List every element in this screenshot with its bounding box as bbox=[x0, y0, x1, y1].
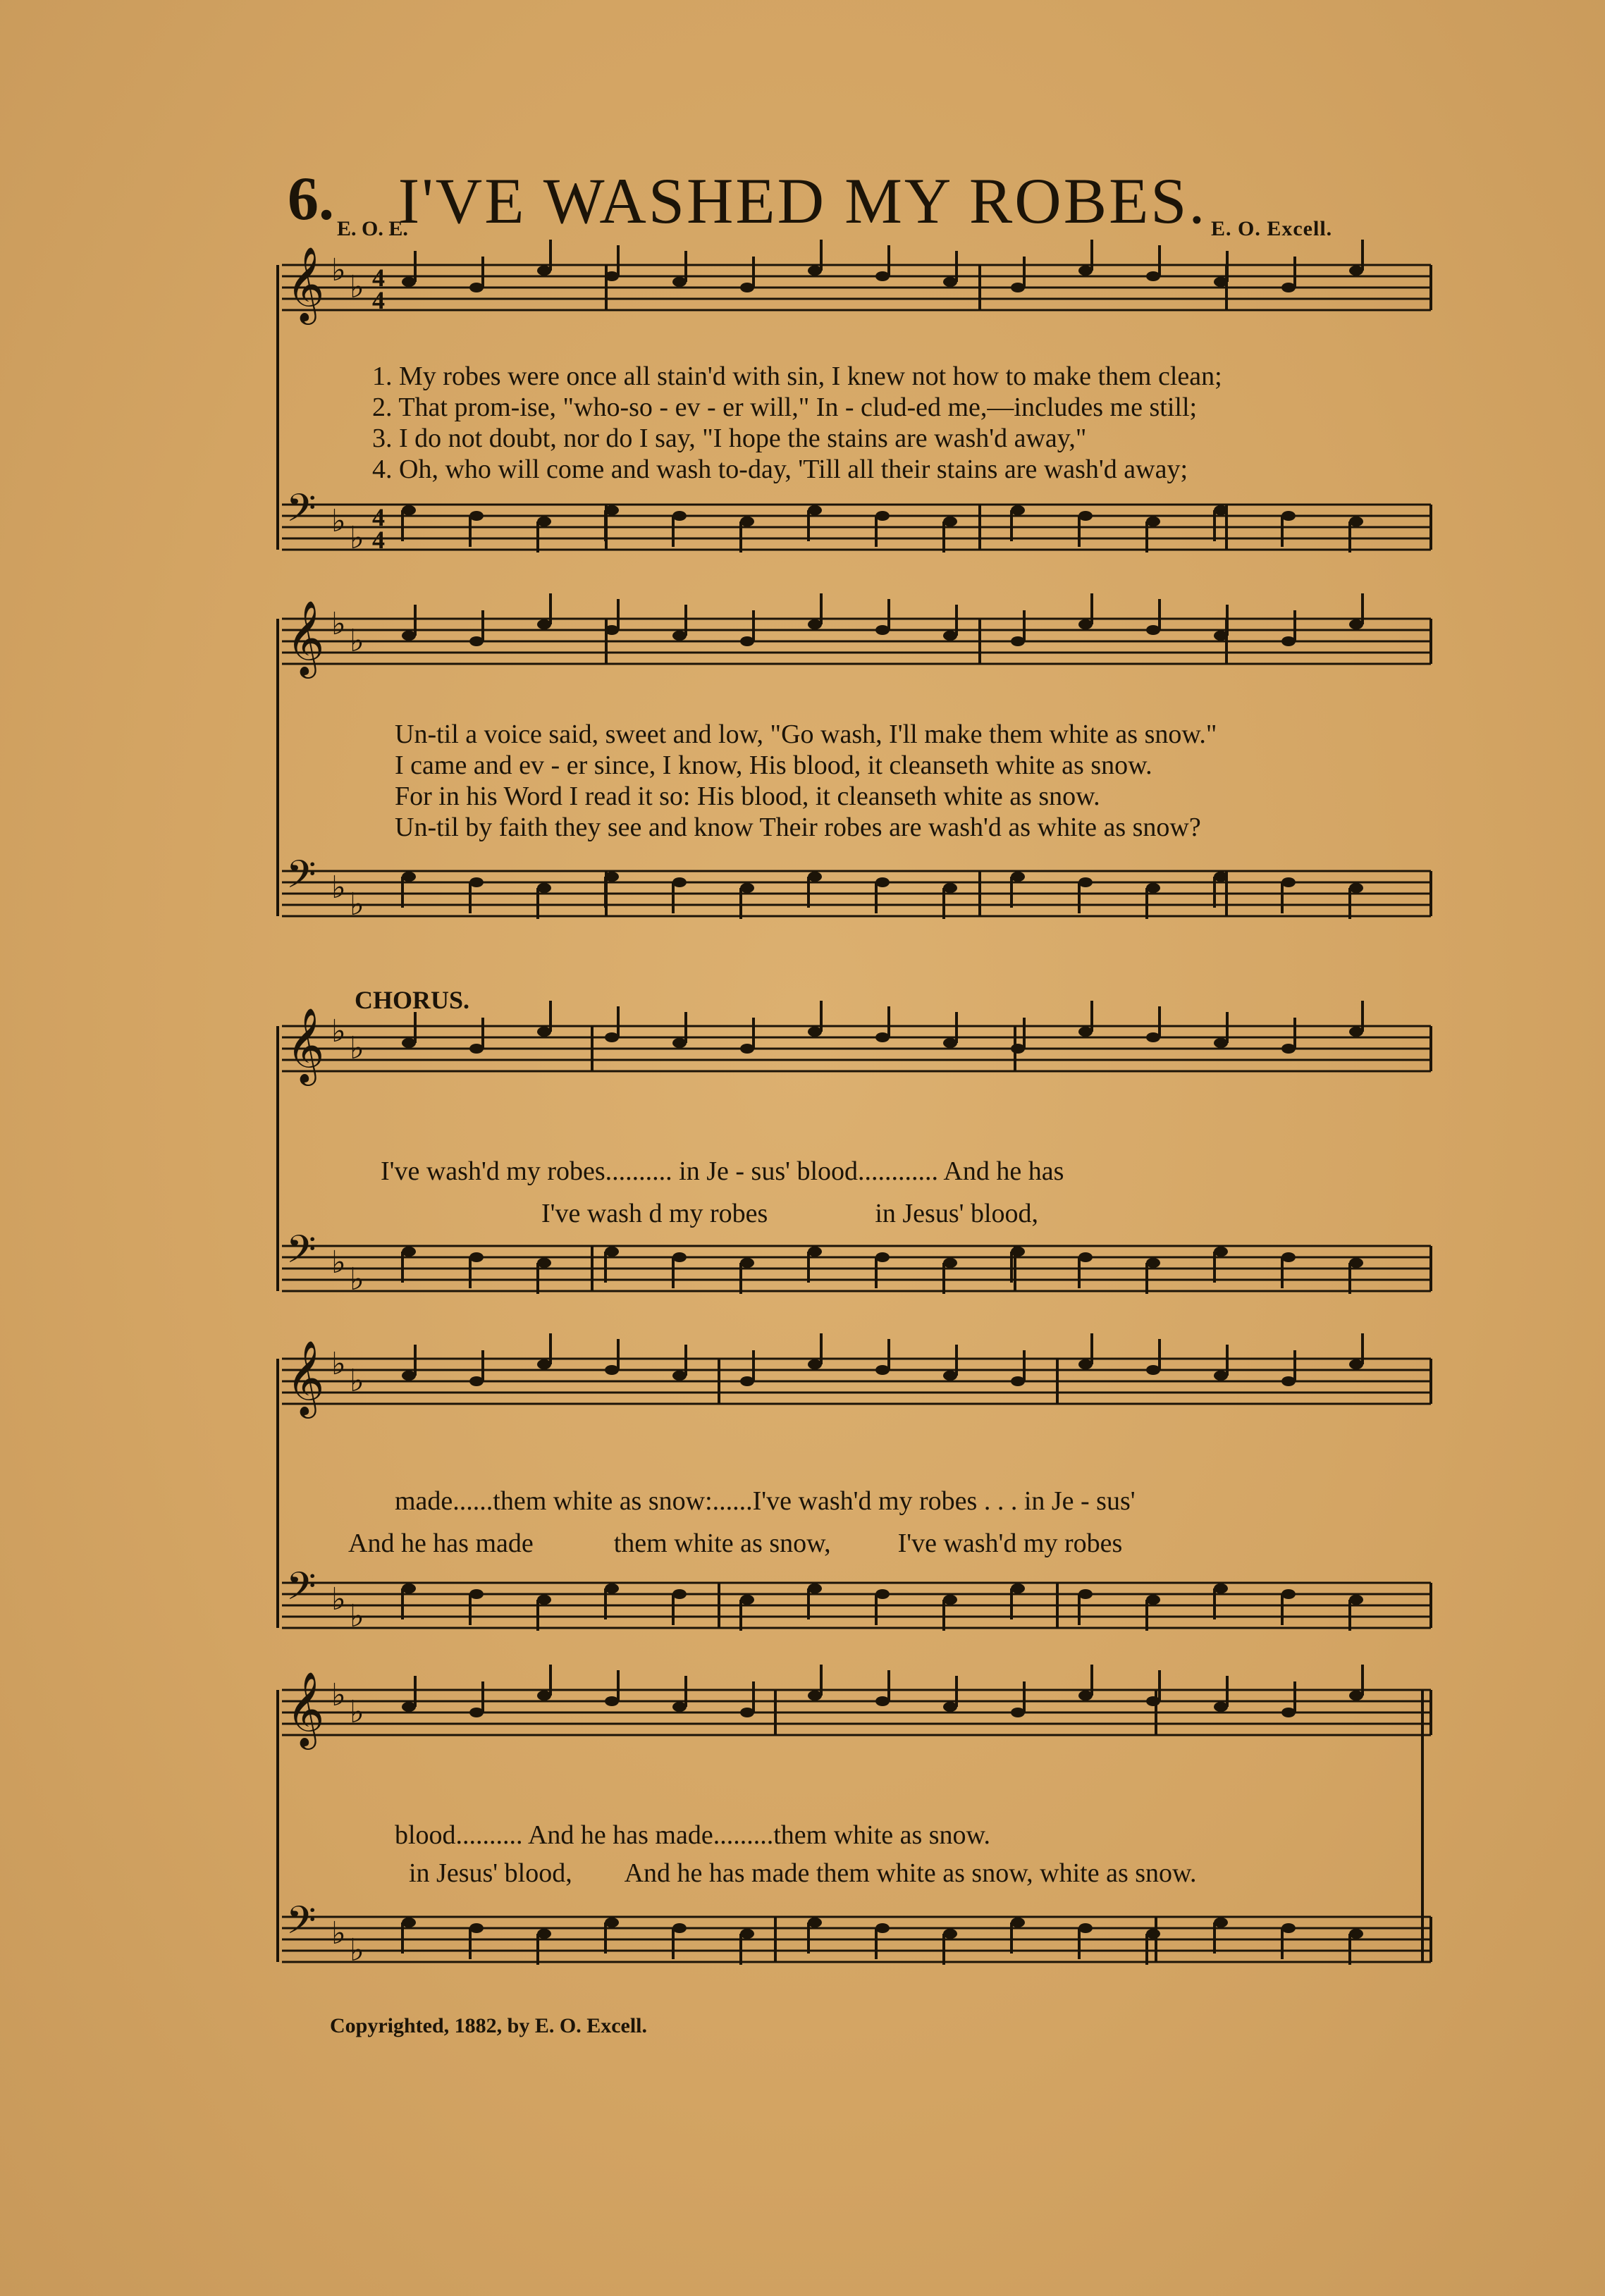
treble-clef-icon: 𝄞 bbox=[286, 1007, 325, 1082]
treble-clef-icon: 𝄞 bbox=[286, 600, 325, 675]
chorus-3-lower: in Jesus' blood, And he has made them white as snow, white as snow. bbox=[409, 1858, 1197, 1888]
chorus-1-upper: I've wash'd my robes.......... in Je - sus' blood............ And he has bbox=[381, 1156, 1064, 1186]
key-flat-icon: ♭ bbox=[331, 1346, 346, 1382]
composer-credit: E. O. Excell. bbox=[1211, 217, 1333, 240]
verse-1-line-2: Un-til a voice said, sweet and low, "Go wash, I'll make them white as snow." bbox=[395, 720, 1217, 749]
treble-clef-icon: 𝄞 bbox=[286, 1671, 325, 1746]
verse-2-line-1: 2. That prom-ise, "who-so - ev - er will," In - clud-ed me,—includes me still; bbox=[372, 393, 1198, 422]
treble-staff-2 bbox=[282, 619, 1431, 664]
chorus-label: CHORUS. bbox=[355, 986, 470, 1014]
chorus-1-lower: I've wash d my robes in Jesus' blood, bbox=[541, 1199, 1039, 1228]
treble-staff-1 bbox=[282, 265, 1431, 310]
time-signature-top: 4 bbox=[372, 264, 385, 292]
key-flat-icon: ♭ bbox=[350, 887, 364, 922]
bass-staff-2 bbox=[282, 871, 1431, 916]
bass-clef-icon: 𝄢 bbox=[286, 486, 316, 540]
key-flat-icon: ♭ bbox=[350, 623, 364, 659]
chorus-2-lower: And he has made them white as snow, I've wash'd my robes bbox=[348, 1529, 1123, 1558]
key-flat-icon: ♭ bbox=[331, 1915, 346, 1951]
hymn-title: I'VE WASHED MY ROBES. bbox=[398, 165, 1207, 237]
copyright-notice: Copyrighted, 1882, by E. O. Excell. bbox=[330, 2014, 648, 2037]
bass-clef-icon: 𝄢 bbox=[286, 1898, 316, 1952]
key-flat-icon: ♭ bbox=[350, 1363, 364, 1399]
treble-staff-5 bbox=[282, 1690, 1431, 1735]
key-flat-icon: ♭ bbox=[331, 1245, 346, 1280]
time-signature-bottom: 4 bbox=[372, 526, 385, 554]
bass-clef-icon: 𝄢 bbox=[286, 852, 316, 906]
key-flat-icon: ♭ bbox=[350, 520, 364, 556]
bass-staff-4 bbox=[282, 1583, 1431, 1628]
key-flat-icon: ♭ bbox=[331, 606, 346, 642]
time-signature-top: 4 bbox=[372, 503, 385, 531]
key-flat-icon: ♭ bbox=[331, 1581, 346, 1617]
treble-clef-icon: 𝄞 bbox=[286, 1340, 325, 1415]
lyricist-credit: E. O. E. bbox=[337, 217, 408, 240]
verse-3-line-2: For in his Word I read it so: His blood, it cleanseth white as snow. bbox=[395, 782, 1100, 811]
verse-3-line-1: 3. I do not doubt, nor do I say, "I hope the stains are wash'd away," bbox=[372, 424, 1087, 453]
key-flat-icon: ♭ bbox=[350, 1261, 364, 1297]
bass-clef-icon: 𝄢 bbox=[286, 1564, 316, 1618]
key-flat-icon: ♭ bbox=[331, 252, 346, 288]
key-flat-icon: ♭ bbox=[350, 1030, 364, 1066]
key-flat-icon: ♭ bbox=[350, 1598, 364, 1634]
treble-staff-3 bbox=[282, 1026, 1431, 1071]
key-flat-icon: ♭ bbox=[350, 1932, 364, 1968]
key-flat-icon: ♭ bbox=[331, 1677, 346, 1713]
verse-4-line-2: Un-til by faith they see and know Their robes are wash'd as white as snow? bbox=[395, 813, 1201, 842]
chorus-3-upper: blood.......... And he has made.........them white as snow. bbox=[395, 1820, 991, 1850]
verse-4-line-1: 4. Oh, who will come and wash to-day, 'Till all their stains are wash'd away; bbox=[372, 455, 1188, 484]
bass-staff-3 bbox=[282, 1246, 1431, 1291]
bass-staff-5 bbox=[282, 1917, 1431, 1962]
treble-clef-icon: 𝄞 bbox=[286, 246, 325, 321]
treble-staff-4 bbox=[282, 1359, 1431, 1404]
key-flat-icon: ♭ bbox=[331, 870, 346, 906]
key-flat-icon: ♭ bbox=[331, 503, 346, 539]
chorus-2-upper: made......them white as snow:......I've wash'd my robes . . . in Je - sus' bbox=[395, 1486, 1136, 1516]
key-flat-icon: ♭ bbox=[350, 1694, 364, 1730]
key-flat-icon: ♭ bbox=[350, 269, 364, 305]
time-signature-bottom: 4 bbox=[372, 286, 385, 314]
bass-staff-1 bbox=[282, 505, 1431, 550]
bass-clef-icon: 𝄢 bbox=[286, 1227, 316, 1281]
verse-2-line-2: I came and ev - er since, I know, His blood, it cleanseth white as snow. bbox=[395, 751, 1152, 780]
verse-1-line-1: 1. My robes were once all stain'd with sin, I knew not how to make them clean; bbox=[372, 362, 1222, 391]
hymn-number: 6. bbox=[288, 165, 334, 233]
key-flat-icon: ♭ bbox=[331, 1013, 346, 1049]
